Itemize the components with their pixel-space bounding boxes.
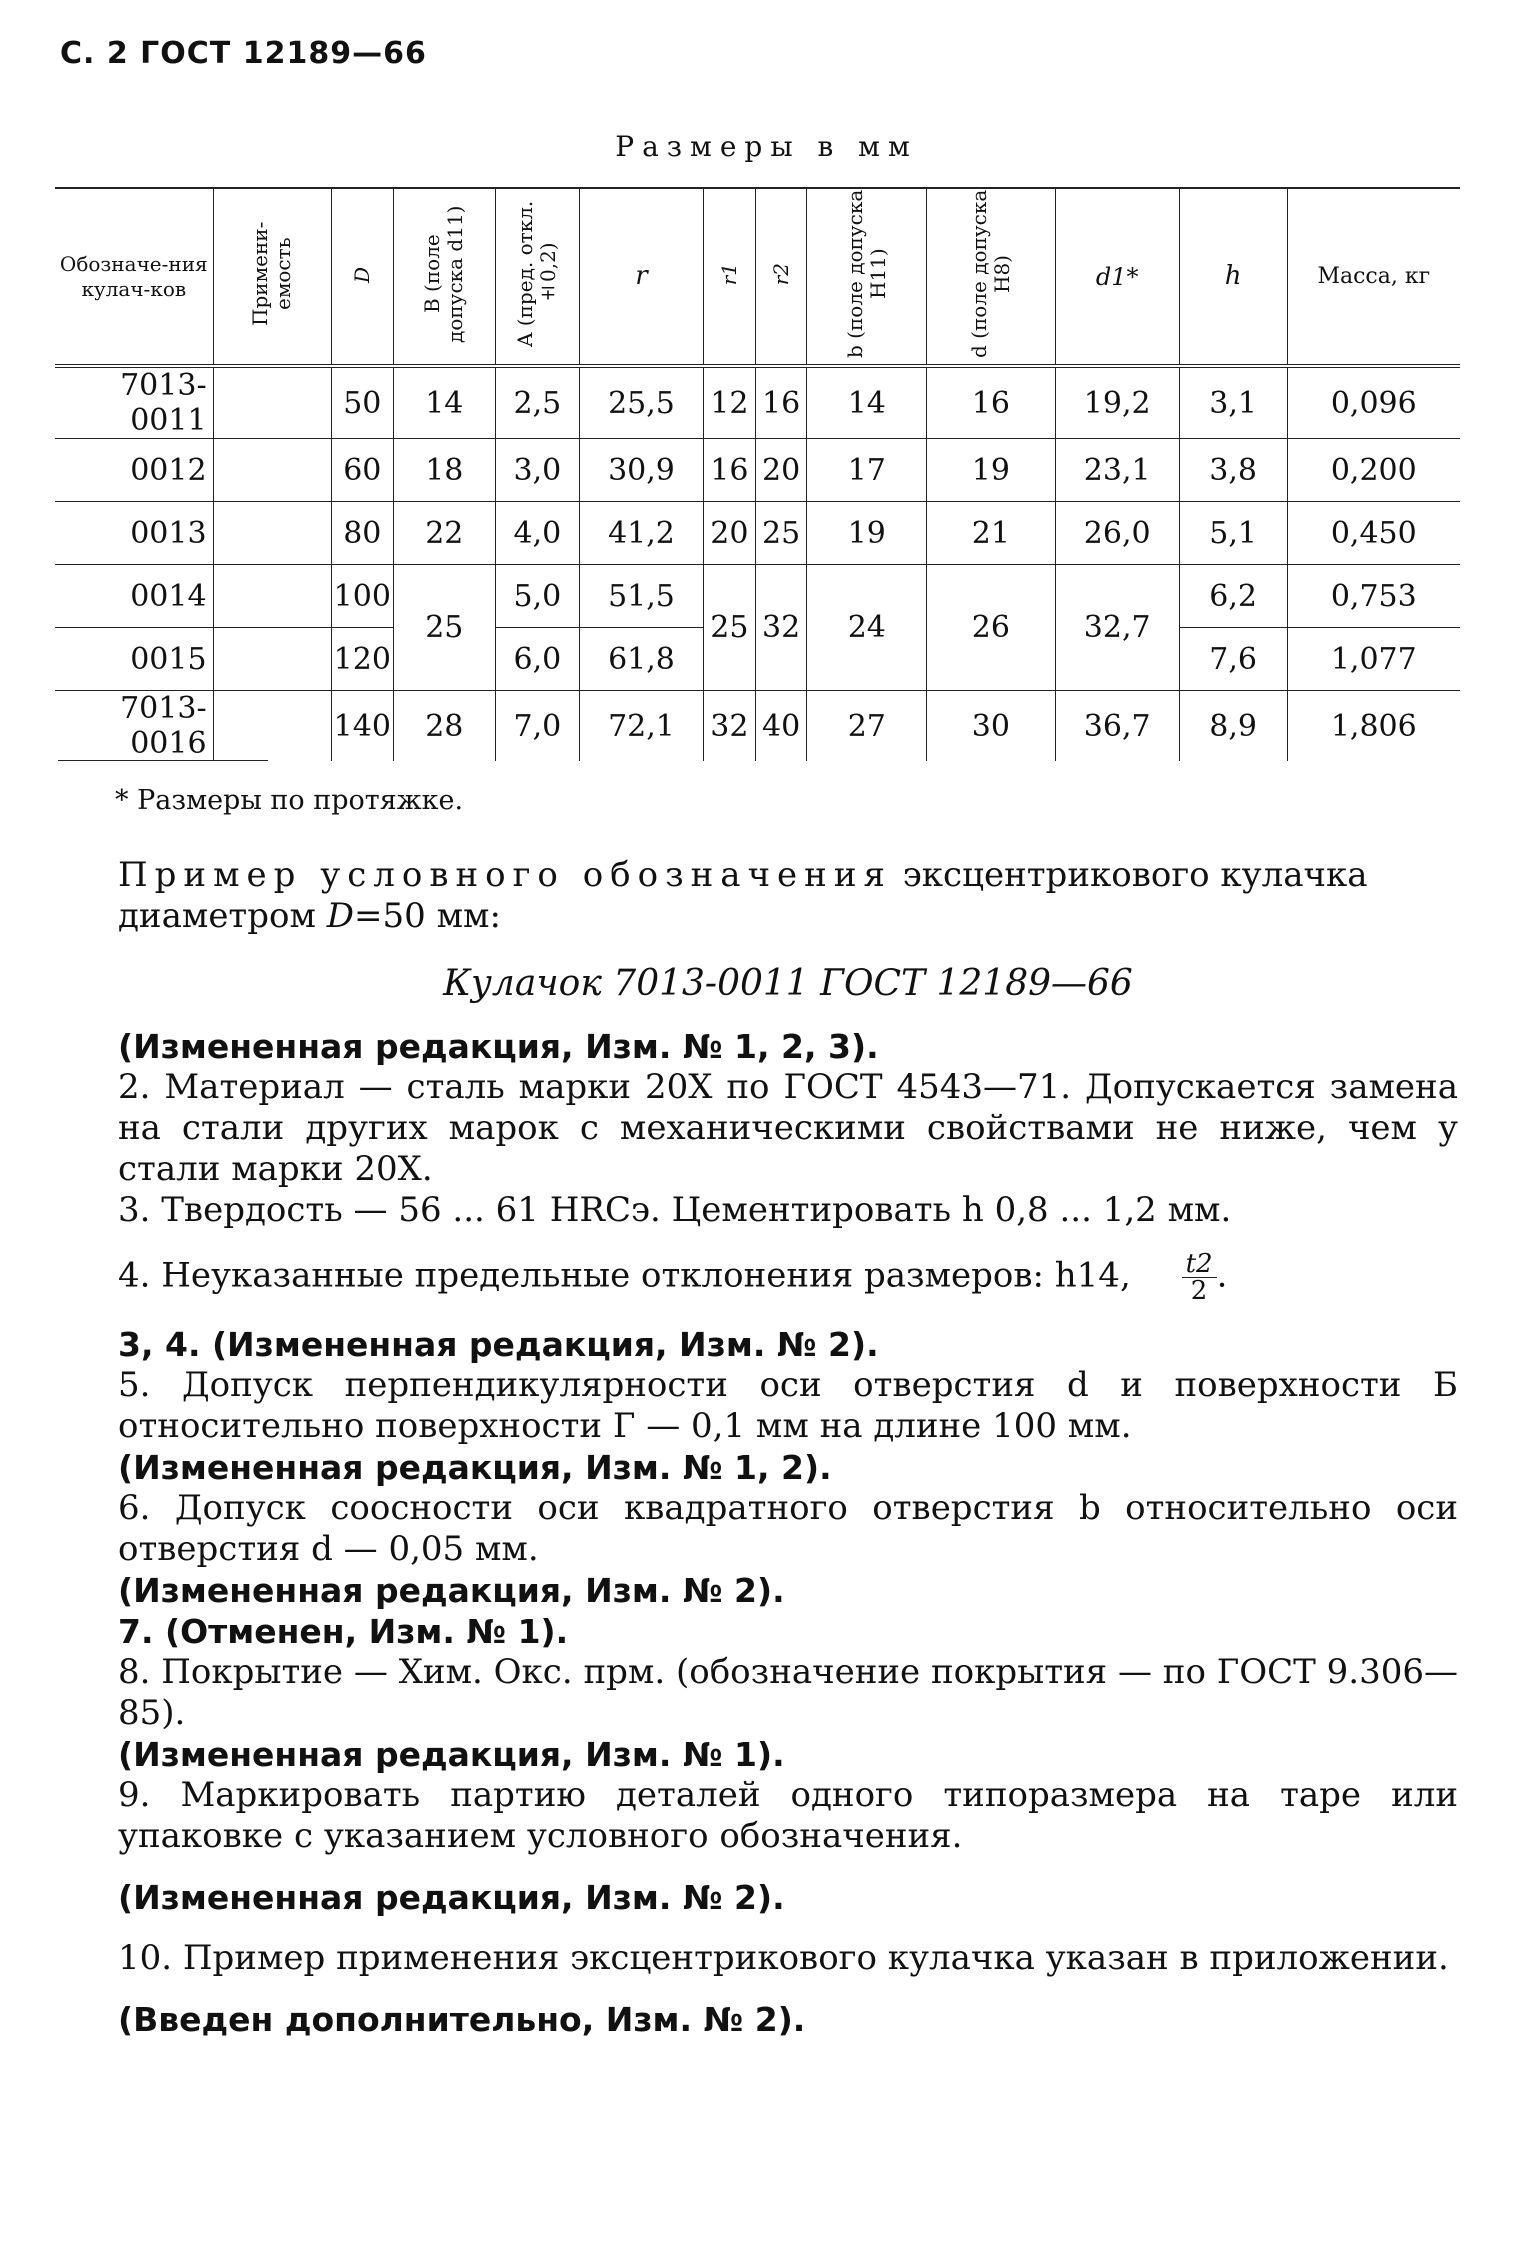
table-cell: 0,450 (1287, 502, 1460, 565)
clause-2: 2. Материал — сталь марки 20Х по ГОСТ 4543—71. Допускается замена на стали других марок с механическими свойствами не ниже, чем у стали марки 20Х. (118, 1067, 1458, 1189)
page-header: С. 2 ГОСТ 12189—66 (60, 36, 427, 71)
table-cell: 24 (807, 565, 927, 691)
revision-note: (Измененная редакция, Изм. № 2). (118, 1878, 785, 1917)
col-header-A: A (пред. откл.±0,2) (495, 188, 579, 366)
clause-4-text: 4. Неуказанные предельные отклонения размеров: h14, (118, 1255, 1131, 1296)
table-cell: 1,077 (1287, 628, 1460, 691)
table-cell: 100 (331, 565, 393, 628)
table-cell: 0012 (55, 439, 213, 502)
table-cell: 22 (393, 502, 495, 565)
table-cell: 0,096 (1287, 366, 1460, 439)
table-cell: 17 (807, 439, 927, 502)
table-cell: 0,200 (1287, 439, 1460, 502)
table-cell: 28 (393, 691, 495, 762)
table-cell: 3,1 (1179, 366, 1287, 439)
table-header-row (55, 188, 1460, 366)
table-cell: 25 (704, 565, 756, 691)
clause-4-end: . (1216, 1255, 1228, 1296)
table-cell: 40 (755, 691, 807, 762)
table-cell: 32,7 (1055, 565, 1179, 691)
table-row (55, 439, 1460, 502)
table-cell: 25,5 (579, 366, 703, 439)
clause-9: 9. Маркировать партию деталей одного типоразмера на таре или упаковке с указанием условного обозначения. (118, 1775, 1458, 1856)
col-header-r1: r1 (704, 188, 756, 366)
table-cell: 61,8 (579, 628, 703, 691)
table-cell: 51,5 (579, 565, 703, 628)
units-caption: Размеры в мм (615, 130, 918, 163)
table-cell: 41,2 (579, 502, 703, 565)
table-cell: 20 (755, 439, 807, 502)
table-cell: 3,8 (1179, 439, 1287, 502)
revision-note: (Введен дополнительно, Изм. № 2). (118, 2000, 806, 2039)
example-intro-text: эксцентрикового кулачка диаметром (118, 855, 1368, 936)
col-header-D: D (331, 188, 393, 366)
table-cell: 16 (927, 366, 1056, 439)
table-cell: 25 (755, 502, 807, 565)
table-cell: 26,0 (1055, 502, 1179, 565)
table-cell: 21 (927, 502, 1056, 565)
clause-3: 3. Твердость — 56 ... 61 HRCэ. Цементировать h 0,8 ... 1,2 мм. (118, 1190, 1232, 1230)
table-cell: 30,9 (579, 439, 703, 502)
revision-note: (Измененная редакция, Изм. № 1, 2). (118, 1448, 832, 1487)
clause-7: 7. (Отменен, Изм. № 1). (118, 1612, 569, 1651)
table-cell: 7,6 (1179, 628, 1287, 691)
table-cell: 7013-0016 (120, 691, 207, 761)
tolerance-fraction (1182, 1251, 1217, 1304)
table-cell: 25 (393, 565, 495, 691)
col-header-designation: Обозначе-ния кулач-ков (59, 251, 208, 301)
table-cell: 23,1 (1055, 439, 1179, 502)
table-cell (213, 565, 331, 628)
table-cell: 1,806 (1287, 691, 1460, 762)
clause-4 (118, 1251, 1458, 1304)
footnote-divider (58, 760, 268, 761)
fraction-denominator: 2 (1190, 1276, 1208, 1306)
table-cell: 3,0 (495, 439, 579, 502)
col-header-r: r (579, 188, 703, 366)
table-cell (213, 366, 331, 439)
table-cell: 120 (331, 628, 393, 691)
table-cell: 6,2 (1179, 565, 1287, 628)
document-body (118, 855, 1458, 2040)
col-header-b: b (поле допуска H11) (807, 188, 927, 366)
revision-note: (Измененная редакция, Изм. № 1). (118, 1735, 785, 1774)
table-cell: 18 (393, 439, 495, 502)
table-row (55, 366, 1460, 439)
table-cell: 72,1 (579, 691, 703, 762)
revision-note: (Измененная редакция, Изм. № 2). (118, 1571, 785, 1610)
example-intro-spaced: Пример условного обозначения (118, 855, 892, 895)
table-cell: 0014 (55, 565, 213, 628)
table-cell: 27 (807, 691, 927, 762)
col-header-mass: Масса, кг (1287, 188, 1460, 366)
table-cell: 12 (704, 366, 756, 439)
clause-5: 5. Допуск перпендикулярности оси отверстия d и поверхности Б относительно поверхности Г — 0,1 мм на длине 100 мм. (118, 1365, 1458, 1446)
dimensions-table (55, 187, 1460, 761)
table-cell: 140 (331, 691, 393, 762)
table-cell: 0013 (55, 502, 213, 565)
table-cell: 7,0 (495, 691, 579, 762)
table-row (55, 502, 1460, 565)
table-cell: 50 (331, 366, 393, 439)
table-cell: 0,753 (1287, 565, 1460, 628)
table-cell (213, 502, 331, 565)
table-cell: 16 (704, 439, 756, 502)
table-cell: 2,5 (495, 366, 579, 439)
example-intro-end: =50 мм: (354, 896, 501, 936)
col-header-r2: r2 (755, 188, 807, 366)
table-cell: 19 (807, 502, 927, 565)
col-header-B: B (поле допуска d11) (393, 188, 495, 366)
table-cell: 6,0 (495, 628, 579, 691)
table-cell: 80 (331, 502, 393, 565)
table-cell: 19,2 (1055, 366, 1179, 439)
revision-note: 3, 4. (Измененная редакция, Изм. № 2). (118, 1325, 879, 1364)
col-header-d1: d1* (1055, 188, 1179, 366)
example-intro (118, 855, 1458, 937)
table-row (55, 691, 1460, 762)
table-cell: 5,0 (495, 565, 579, 628)
col-header-d: d (поле допуска H8) (927, 188, 1056, 366)
table-row (55, 565, 1460, 628)
clause-10: 10. Пример применения эксцентрикового кулачка указан в приложении. (118, 1938, 1449, 1978)
revision-note: (Измененная редакция, Изм. № 1, 2, 3). (118, 1027, 879, 1066)
table-cell: 32 (704, 691, 756, 762)
table-cell: 14 (393, 366, 495, 439)
clause-8: 8. Покрытие — Хим. Окс. прм. (обозначение покрытия — по ГОСТ 9.306—85). (118, 1652, 1458, 1733)
table-cell: 5,1 (1179, 502, 1287, 565)
fraction-numerator: t2 (1182, 1251, 1217, 1278)
table-cell: 7013-0011 (55, 366, 213, 439)
table-cell: 20 (704, 502, 756, 565)
table-cell: 30 (927, 691, 1056, 762)
table-cell: 26 (927, 565, 1056, 691)
table-cell (213, 439, 331, 502)
table-cell (213, 628, 331, 691)
clause-6: 6. Допуск соосности оси квадратного отверстия b относительно оси отверстия d — 0,05 мм. (118, 1488, 1458, 1569)
table-cell: 16 (755, 366, 807, 439)
example-designation: Кулачок 7013-0011 ГОСТ 12189—66 (443, 963, 1133, 1004)
table-cell: 32 (755, 565, 807, 691)
example-intro-var: D (326, 896, 355, 936)
col-header-applicability: Примени-емость (213, 188, 331, 366)
table-cell: 19 (927, 439, 1056, 502)
table-cell (213, 691, 331, 762)
table-cell: 0015 (55, 628, 213, 691)
table-cell: 14 (807, 366, 927, 439)
table-footnote: * Размеры по протяжке. (115, 785, 464, 816)
table-cell: 60 (331, 439, 393, 502)
col-header-h: h (1179, 188, 1287, 366)
table-cell: 4,0 (495, 502, 579, 565)
table-cell: 8,9 (1179, 691, 1287, 762)
table-cell: 36,7 (1055, 691, 1179, 762)
